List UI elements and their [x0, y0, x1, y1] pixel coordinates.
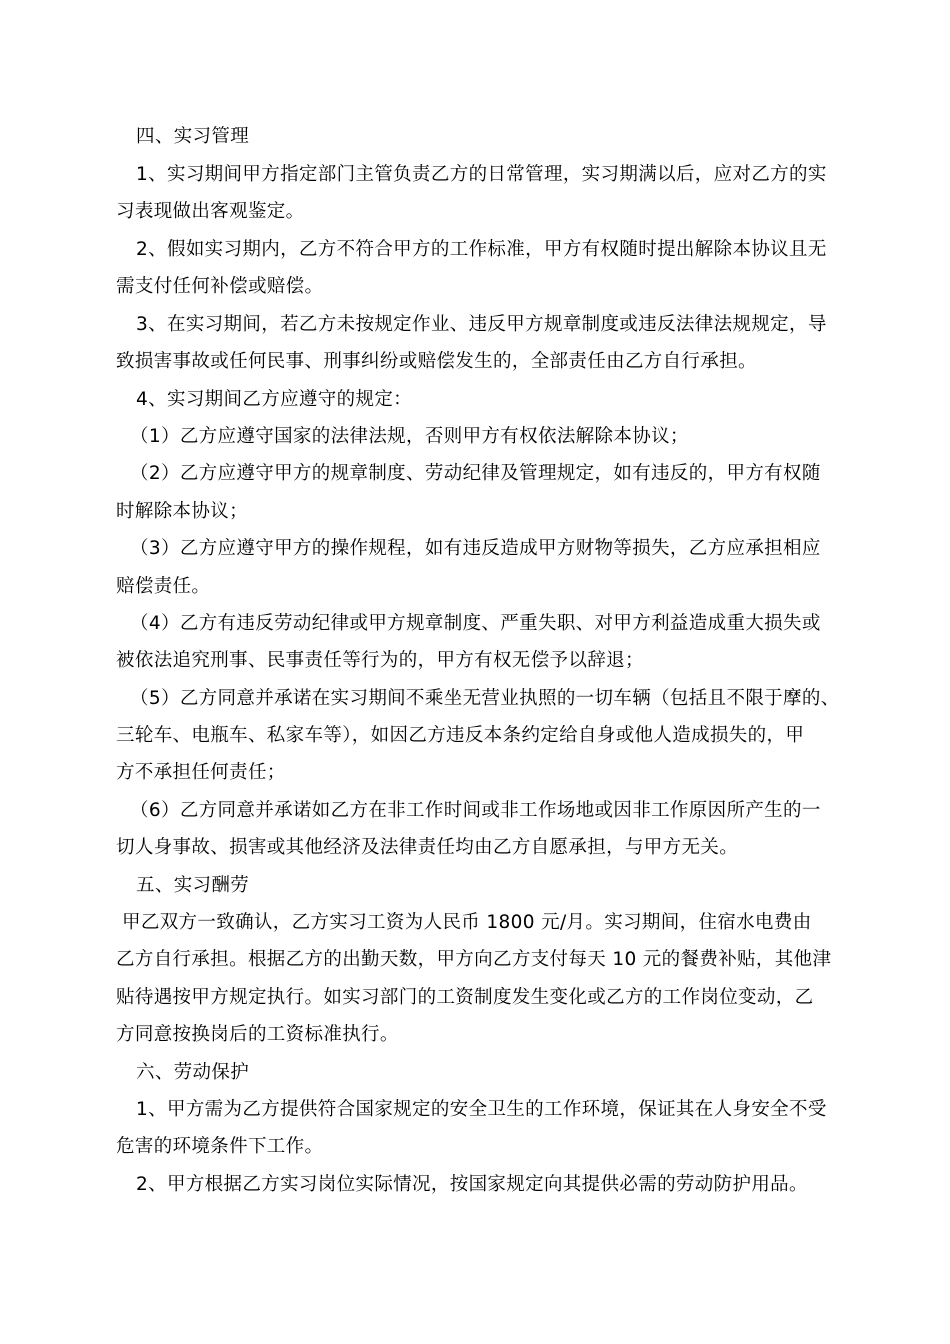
- paragraph-line: （4）乙方有违反劳动纪律或甲方规章制度、严重失职、对甲方利益造成重大损失或: [130, 613, 821, 634]
- paragraph-line: 1、甲方需为乙方提供符合国家规定的安全卫生的工作环境，保证其在人身安全不受: [136, 1099, 827, 1120]
- paragraph-line: 3、在实习期间，若乙方未按规定作业、违反甲方规章制度或违反法律法规规定，导: [136, 314, 827, 335]
- paragraph-line: 方同意按换岗后的工资标准执行。: [116, 1024, 399, 1045]
- paragraph-line: 4、实习期间乙方应遵守的规定：: [136, 389, 413, 410]
- paragraph-line: 三轮车、电瓶车、私家车等），如因乙方违反本条约定给自身或他人造成损失的，甲: [116, 725, 805, 746]
- paragraph-line: 习表现做出客观鉴定。: [116, 201, 305, 222]
- paragraph-line: 乙方自行承担。根据乙方的出勤天数，甲方向乙方支付每天 10 元的餐费补贴，其他津: [116, 949, 832, 970]
- paragraph-line: 切人身事故、损害或其他经济及法律责任均由乙方自愿承担，与甲方无关。: [116, 837, 739, 858]
- paragraph-line: 2、假如实习期内，乙方不符合甲方的工作标准，甲方有权随时提出解除本协议且无: [136, 239, 827, 260]
- paragraph-line: （1）乙方应遵守国家的法律法规，否则甲方有权依法解除本协议；: [130, 426, 689, 447]
- paragraph-line: （5）乙方同意并承诺在实习期间不乘坐无营业执照的一切车辆（包括且不限于摩的、: [130, 688, 840, 709]
- paragraph-line: 时解除本协议；: [116, 501, 248, 522]
- section-heading-internship-pay: 五、实习酬劳: [136, 875, 250, 896]
- paragraph-line: 赔偿责任。: [116, 576, 211, 597]
- paragraph-line: （2）乙方应遵守甲方的规章制度、劳动纪律及管理规定，如有违反的，甲方有权随: [130, 463, 821, 484]
- paragraph-line: （3）乙方应遵守甲方的操作规程，如有违反造成甲方财物等损失，乙方应承担相应: [130, 538, 821, 559]
- paragraph-line: 被依法追究刑事、民事责任等行为的，甲方有权无偿予以辞退；: [116, 650, 644, 671]
- paragraph-line: 危害的环境条件下工作。: [116, 1136, 324, 1157]
- paragraph-line: 需支付任何补偿或赔偿。: [116, 276, 324, 297]
- paragraph-line: 甲乙双方一致确认，乙方实习工资为人民币 1800 元/月。实习期间，住宿水电费由: [122, 912, 812, 933]
- paragraph-line: 1、实习期间甲方指定部门主管负责乙方的日常管理，实习期满以后，应对乙方的实: [136, 164, 827, 185]
- paragraph-line: 方不承担任何责任；: [116, 762, 286, 783]
- paragraph-line: 2、甲方根据乙方实习岗位实际情况，按国家规定向其提供必需的劳动防护用品。: [136, 1174, 808, 1195]
- section-heading-labor-protection: 六、劳动保护: [136, 1062, 250, 1083]
- paragraph-line: 贴待遇按甲方规定执行。如实习部门的工资制度发生变化或乙方的工作岗位变动，乙: [116, 987, 814, 1008]
- paragraph-line: 致损害事故或任何民事、刑事纠纷或赔偿发生的，全部责任由乙方自行承担。: [116, 351, 757, 372]
- section-heading-internship-management: 四、实习管理: [136, 126, 250, 147]
- paragraph-line: （6）乙方同意并承诺如乙方在非工作时间或非工作场地或因非工作原因所产生的一: [130, 800, 821, 821]
